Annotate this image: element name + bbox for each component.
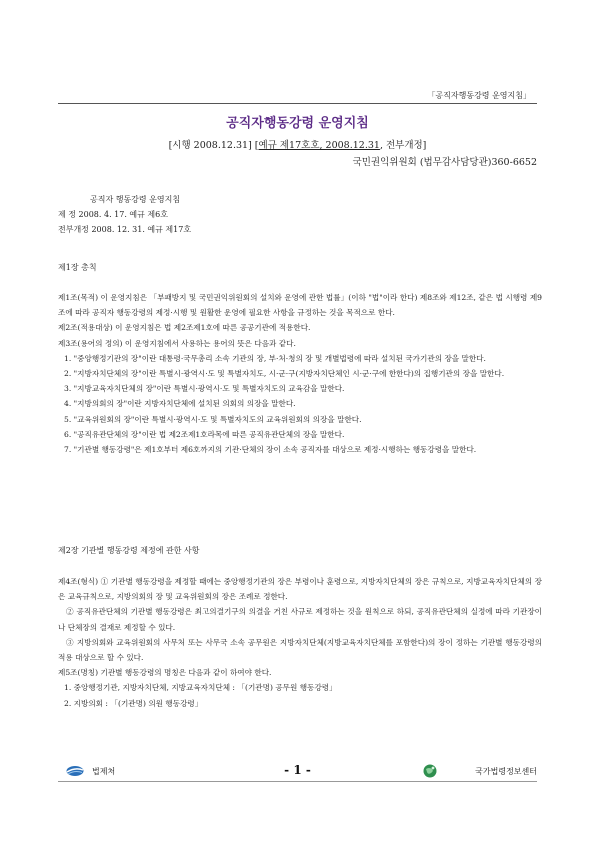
article-5: 제5조(명칭) 기관별 행동강령의 명칭은 다음과 같이 하여야 한다. — [58, 668, 272, 678]
definition-item: 3. "지방교육자치단체의 장"이란 특별시·광역시·도 및 특별자치도의 교육감을 말한다. — [64, 384, 345, 394]
definition-item: 4. "지방의회의 장"이란 지방자치단체에 설치된 의회의 의장을 말한다. — [64, 399, 296, 409]
enforcement-prefix: [시행 2008.12.31] [ — [168, 140, 259, 151]
footer-divider — [58, 781, 537, 782]
page-footer — [58, 762, 537, 786]
naming-item: 1. 중앙행정기관, 지방자치단체, 지방교육자치단체 : 「(기관명) 공무원 행동강령」 — [64, 683, 337, 693]
chapter-2-heading: 제2장 기관별 행동강령 제정에 관한 사항 — [58, 546, 200, 555]
definition-item: 6. "공직유관단체의 장"이란 법 제2조제1호라목에 따른 공직유관단체의 장을 말한다. — [64, 429, 345, 439]
enforcement-info — [0, 137, 595, 151]
article-1: 제1조(목적) 이 운영지침은 「부패방지 및 국민권익위원회의 설치와 운영에 관한 법률」(이하 "법"이라 한다) 제8조와 제12조, 같은 법 시행령 제9조에 따라 공직자 행동강령의 제정·시행 및 원활한 운영에 필요한 사항을 규정하는 것을 목적으로 한다. — [58, 293, 542, 318]
law-center-label: 국가법령정보센터 — [475, 767, 537, 776]
definition-item: 7. "기관별 행동강령"은 제1호부터 제6호까지의 기관·단체의 장이 소속 공직자를 대상으로 제정·시행하는 행동강령을 말한다. — [64, 445, 477, 455]
article-3: 제3조(용어의 정의) 이 운영지침에서 사용하는 용어의 뜻은 다음과 같다. — [58, 338, 296, 348]
document-name: 공직자 행동강령 운영지침 — [90, 195, 181, 204]
definition-item: 2. "지방자치단체의 장"이란 특별시·광역시·도 및 특별자치도, 시·군·구(지방자치단체인 시·군·구에 한한다)의 집행기관의 장을 말한다. — [64, 369, 505, 379]
document-history — [58, 192, 191, 237]
header-tag: 「공직자행동강령 운영지침」 — [427, 91, 531, 100]
page-title: 공직자행동강령 운영지침 — [226, 116, 369, 131]
issuing-agency: 국민권익위원회 (법무감사담당관)360-6652 — [352, 157, 537, 168]
enforcement-suffix: , 전부개정] — [379, 140, 427, 151]
chapter-1-body — [58, 290, 542, 457]
header-divider — [58, 103, 537, 104]
page-number: - 1 - — [284, 763, 311, 777]
article-4-para-1: 제4조(형식) ① 기관별 행동강령을 제정할 때에는 중앙행정기관의 장은 부령이나 훈령으로, 지방자치단체의 장은 규칙으로, 지방교육자치단체의 장은 교육규칙으로, 지방의회의 장 및 교육위원회의 장은 조례로 정한다. — [58, 577, 542, 602]
article-2: 제2조(적용대상) 이 운영지침은 법 제2조제1호에 따른 공공기관에 적용한다. — [58, 323, 311, 333]
globe-logo-icon — [423, 764, 437, 778]
ministry-label: 법제처 — [92, 767, 116, 776]
chapter-2-body — [58, 574, 542, 711]
chapter-1-heading: 제1장 총칙 — [58, 263, 97, 272]
article-4-para-3: ③ 지방의회와 교육위원회의 사무처 또는 사무국 소속 공무원은 지방자치단체(지방교육자치단체를 포함한다)의 장이 정하는 기관별 행동강령의 적용 대상으로 할 수 있다. — [58, 637, 542, 663]
revised-line: 전부개정 2008. 12. 31. 예규 제17호 — [58, 225, 192, 234]
enacted-line: 제 정 2008. 4. 17. 예규 제6호 — [58, 210, 168, 219]
article-4-para-2: ② 공직유관단체의 기관별 행동강령은 최고의결기구의 의결을 거친 사규로 제정하는 것을 원칙으로 하되, 공직유관단체의 실정에 따라 기관장이나 단체장의 결재로 제정할 수 있다. — [58, 607, 542, 632]
naming-item: 2. 지방의회 : 「(기관명) 의원 행동강령」 — [64, 698, 203, 708]
definition-item: 5. "교육위원회의 장"이란 특별시·광역시·도 및 특별자치도의 교육위원회의 의장을 말한다. — [64, 414, 362, 424]
ordinance-link[interactable]: 예규 제17호호, 2008.12.31 — [258, 140, 380, 151]
definition-item: 1. "중앙행정기관의 장"이란 대통령·국무총리 소속 기관의 장, 부·처·청의 장 및 개별법령에 따라 설치된 국가기관의 장을 말한다. — [64, 353, 486, 363]
